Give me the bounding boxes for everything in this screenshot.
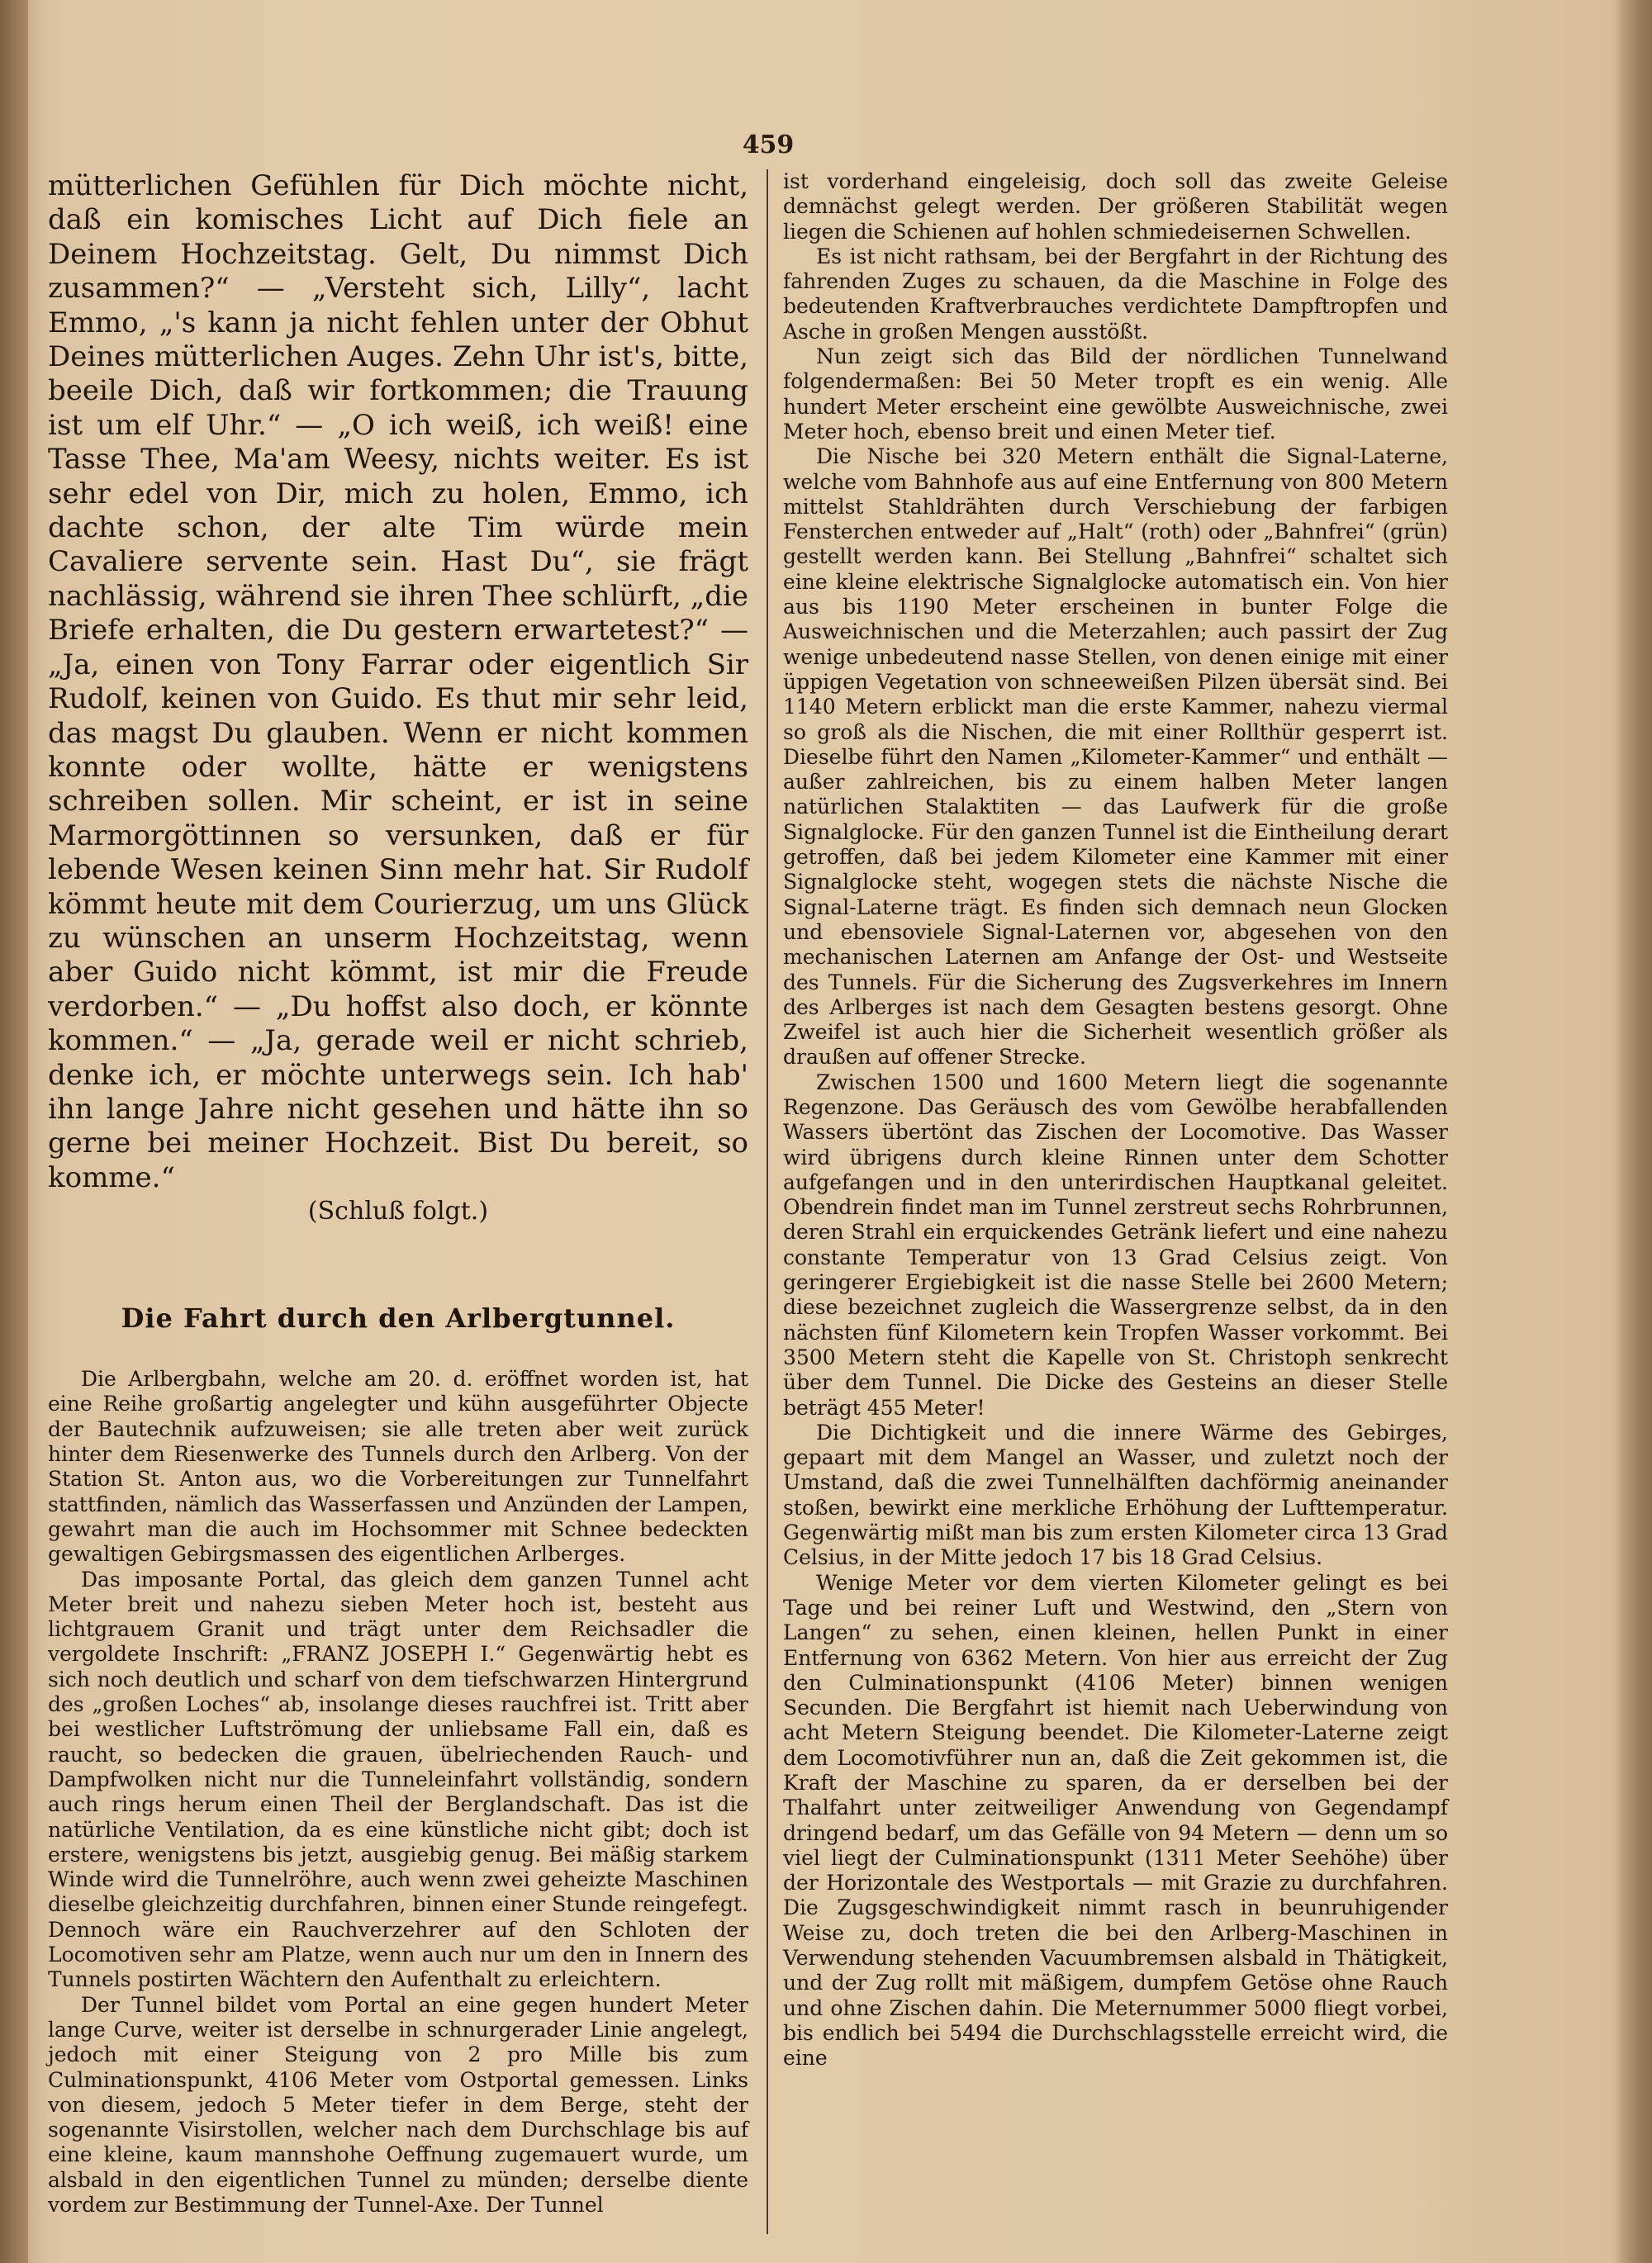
article-paragraph: Nun zeigt sich das Bild der nördlichen Tunnelwand folgendermaßen: Bei 50 Meter tropft es ein wenig. Alle hundert Meter erscheint eine gewölbte Ausweichnische, zwei Meter hoch, ebenso breit und einen Meter tief. bbox=[783, 344, 1448, 444]
article-title: Die Fahrt durch den Arlbergtunnel. bbox=[121, 1302, 676, 1335]
article-paragraph: Der Tunnel bildet vom Portal an eine gegen hundert Meter lange Curve, weiter ist derselbe in schnurgerader Linie angelegt, jedoch mit einer Steigung von 2 pro Mille bis zum Culminationspunkt, 4106 Meter vom Ostportal gemessen. Links von diesem, jedoch 5 Meter tiefer in dem Berge, steht der sogenannte Visirstollen, welcher nach dem Durchschlage bis auf eine kleine, kaum mannshohe Oeffnung zugemauert wurde, um alsbald in den eigentlichen Tunnel zu münden; derselbe diente vordem zur Bestimmung der Tunnel-Axe. Der Tunnel bbox=[48, 1992, 748, 2217]
article-paragraph: Die Dichtigkeit und die innere Wärme des Gebirges, gepaart mit dem Mangel an Wasser, und zuletzt noch der Umstand, daß die zwei Tunnelhälften dachförmig aneinander stoßen, bewirkt eine merkliche Erhöhung der Lufttemperatur. Gegenwärtig mißt man bis zum ersten Kilometer circa 13 Grad Celsius, in der Mitte jedoch 17 bis 18 Grad Celsius. bbox=[783, 1420, 1448, 1570]
article-paragraph: Die Arlbergbahn, welche am 20. d. eröffnet worden ist, hat eine Reihe großartig angelegter und kühn ausgeführter Objecte der Bautechnik aufzuweisen; sie alle treten aber weit zurück hinter dem Riesenwerke des Tunnels durch den Arlberg. Von der Station St. Anton aus, wo die Vorbereitungen zur Tunnelfahrt stattfinden, nämlich das Wasserfassen und Anzünden der Lampen, gewahrt man die auch im Hochsommer mit Schnee bedeckten gewaltigen Gebirgsmassen des eigentlichen Arlberges. bbox=[48, 1367, 748, 1567]
page-binding-shadow bbox=[0, 0, 28, 2263]
article-paragraph: ist vorderhand eingeleisig, doch soll das zweite Geleise demnächst gelegt werden. Der größeren Stabilität wegen liegen die Schienen auf hohlen schmiedeisernen Schwellen. bbox=[783, 169, 1448, 244]
article-paragraph: Das imposante Portal, das gleich dem ganzen Tunnel acht Meter breit und nahezu sieben Meter hoch ist, besteht aus lichtgrauem Granit und trägt unter dem Reichsadler die vergoldete Inschrift: „FRANZ JOSEPH I.“ Gegenwärtig hebt es sich noch deutlich und scharf von dem tiefschwarzen Hintergrund des „großen Loches“ ab, insolange dieses rauchfrei ist. Tritt aber bei westlicher Luftströmung der unliebsame Fall ein, daß es raucht, so bedecken die grauen, übelriechenden Rauch- und Dampfwolken nicht nur die Tunneleinfahrt vollständig, sondern auch rings herum einen Theil der Berglandschaft. Das ist die natürliche Ventilation, da es eine künstliche nicht gibt; doch ist erstere, wenigstens bis jetzt, ausgiebig genug. Bei mäßig starkem Winde wird die Tunnelröhre, auch wenn zwei geheizte Maschinen dieselbe gleichzeitig durchfahren, binnen einer Stunde reingefegt. Dennoch wäre ein Rauchverzehrer auf den Schloten der Locomotiven sehr am Platze, wenn auch nur um den in Innern des Tunnels postirten Wächtern den Aufenthalt zu erleichtern. bbox=[48, 1567, 748, 1992]
article-paragraph: Die Nische bei 320 Metern enthält die Signal-Laterne, welche vom Bahnhofe aus auf eine Entfernung von 800 Metern mittelst Stahldrähten durch Verschiebung der farbigen Fensterchen entweder auf „Halt“ (roth) oder „Bahnfrei“ (grün) gestellt werden kann. Bei Stellung „Bahnfrei“ schaltet sich eine kleine elektrische Signalglocke automatisch ein. Von hier aus bis 1190 Meter erscheinen in bunter Folge die Ausweichnischen und die Meterzahlen; auch passirt der Zug wenige unbedeutend nasse Stellen, von denen einige mit einer üppigen Vegetation von schneeweißen Pilzen übersät sind. Bei 1140 Metern erblickt man die erste Kammer, nahezu viermal so groß als die Nischen, die mit einer Rollthür gesperrt ist. Dieselbe führt den Namen „Kilometer-Kammer“ und enthält — außer zahlreichen, bis zu einem halben Meter langen natürlichen Stalaktiten — das Laufwerk für die große Signalglocke. Für den ganzen Tunnel ist die Eintheilung derart getroffen, daß bei jedem Kilometer eine Kammer mit einer Signalglocke steht, wogegen stets die nächste Nische die Signal-Laterne trägt. Es finden sich demnach neun Glocken und ebensoviele Signal-Laternen vor, abgesehen von den mechanischen Laternen am Anfange der Ost- und Westseite des Tunnels. Für die Sicherung des Zugsverkehres im Innern des Arlberges ist nach dem Gesagten bestens gesorgt. Ohne Zweifel ist auch hier die Sicherheit wesentlich größer als draußen auf offener Strecke. bbox=[783, 444, 1448, 1070]
column-divider bbox=[767, 169, 768, 2234]
to-be-continued-note: (Schluß folgt.) bbox=[307, 1197, 489, 1226]
left-column bbox=[48, 169, 748, 2218]
article-paragraph: Es ist nicht rathsam, bei der Bergfahrt in der Richtung des fahrenden Zuges zu schauen, da die Maschine in Folge des bedeutenden Kraftverbrauches verdichtete Dampftropfen und Asche in großen Mengen ausstößt. bbox=[783, 244, 1448, 344]
page-edge-shadow bbox=[1616, 0, 1652, 2263]
novel-text: mütterlichen Gefühlen für Dich möchte nicht, daß ein komisches Licht auf Dich fiele an Deinem Hochzeitstag. Gelt, Du nimmst Dich zusammen?“ — „Versteht sich, Lilly“, lacht Emmo, „'s kann ja nicht fehlen unter der Obhut Deines mütterlichen Auges. Zehn Uhr ist's, bitte, beeile Dich, daß wir fortkommen; die Trauung ist um elf Uhr.“ — „O ich weiß, ich weiß! eine Tasse Thee, Ma'am Weesy, nichts weiter. Es ist sehr edel von Dir, mich zu holen, Emmo, ich dachte schon, der alte Tim würde mein Cavaliere servente sein. Hast Du“, sie frägt nachlässig, während sie ihren Thee schlürft, „die Briefe erhalten, die Du gestern erwartetest?“ — „Ja, einen von Tony Farrar oder eigentlich Sir Rudolf, keinen von Guido. Es thut mir sehr leid, das magst Du glauben. Wenn er nicht kommen konnte oder wollte, hätte er wenigstens schreiben sollen. Mir scheint, er ist in seine Marmorgöttinnen so versunken, daß er für lebende Wesen keinen Sinn mehr hat. Sir Rudolf kömmt heute mit dem Courierzug, um uns Glück zu wünschen an unserm Hochzeitstag, wenn aber Guido nicht kömmt, ist mir die Freude verdorben.“ — „Du hoffst also doch, er könnte kommen.“ — „Ja, gerade weil er nicht schrieb, denke ich, er möchte unterwegs sein. Ich hab' ihn lange Jahre nicht gesehen und hätte ihn so gerne bei meiner Hochzeit. Bist Du bereit, so komme.“ bbox=[48, 169, 748, 1194]
page-number: 459 bbox=[742, 130, 795, 159]
article-paragraph: Wenige Meter vor dem vierten Kilometer gelingt es bei Tage und bei reiner Luft und Westwind, den „Stern von Langen“ zu sehen, einen kleinen, hellen Punkt in einer Entfernung von 6362 Metern. Von hier aus erreicht der Zug den Culminationspunkt (4106 Meter) binnen wenigen Secunden. Die Bergfahrt ist hiemit nach Ueberwindung von acht Metern Steigung beendet. Die Kilometer-Laterne zeigt dem Locomotivführer nun an, daß die Zeit gekommen ist, die Kraft der Maschine zu sparen, da er derselben bei der Thalfahrt unter zeitweiliger Anwendung von Gegendampf dringend bedarf, um das Gefälle von 94 Metern — denn um so viel liegt der Culminationspunkt (1311 Meter Seehöhe) über der Horizontale des Westportals — mit Grazie zu durchfahren. Die Zugsgeschwindigkeit nimmt rasch in beunruhigender Weise zu, doch treten die bei den Arlberg-Maschinen in Verwendung stehenden Vacuumbremsen alsbald in Thätigkeit, und der Zug rollt mit mäßigem, dumpfem Getöse ohne Rauch und ohne Zischen dahin. Die Meternummer 5000 fliegt vorbei, bis endlich bei 5494 die Durchschlagsstelle erreicht wird, die eine bbox=[783, 1570, 1448, 2071]
article-paragraph: Zwischen 1500 und 1600 Metern liegt die sogenannte Regenzone. Das Geräusch des vom Gewölbe herabfallenden Wassers übertönt das Zischen der Locomotive. Das Wasser wird übrigens durch kleine Rinnen unter dem Schotter aufgefangen und in den unterirdischen Hauptkanal geleitet. Obendrein findet man im Tunnel zerstreut sechs Rohrbrunnen, deren Strahl ein erquickendes Getränk liefert und eine nahezu constante Temperatur von 13 Grad Celsius zeigt. Von geringerer Ergiebigkeit ist die nasse Stelle bei 2600 Metern; diese bezeichnet zugleich die Wassergrenze selbst, da in den nächsten fünf Kilometern kein Tropfen Wasser vorkommt. Bei 3500 Metern steht die Kapelle von St. Christoph senkrecht über dem Tunnel. Die Dicke des Gesteins an dieser Stelle beträgt 455 Meter! bbox=[783, 1070, 1448, 1420]
right-column bbox=[783, 169, 1448, 2071]
